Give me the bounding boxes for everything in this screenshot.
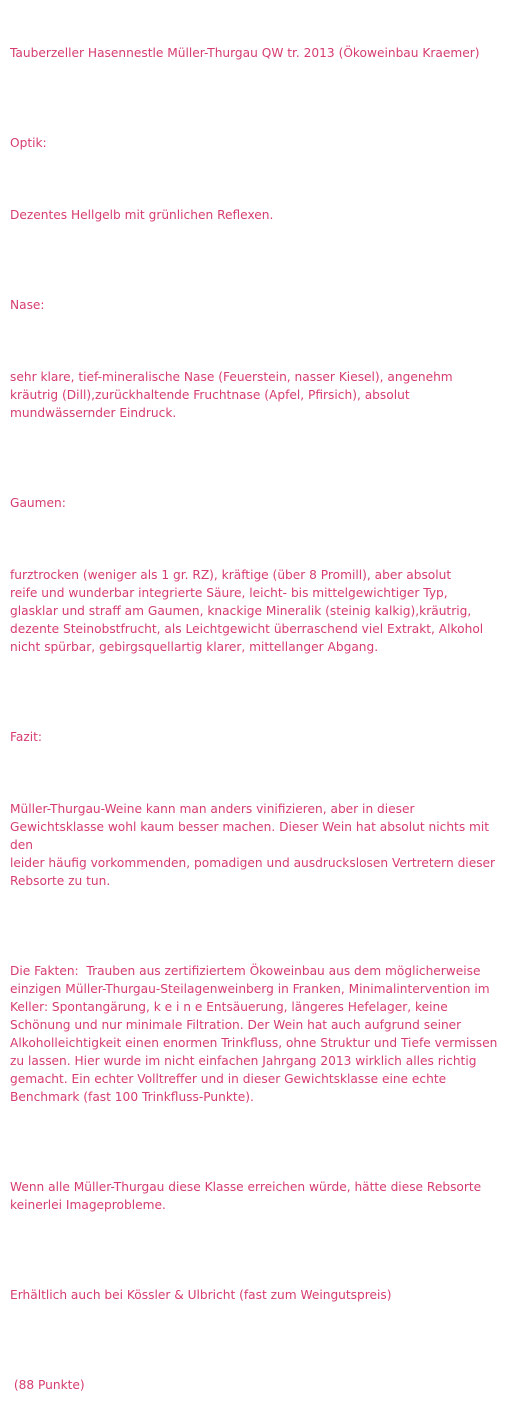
gaumen-line: reife und wunderbar integrierte Säure, leicht- bis mittelgewichtiger Typ, (10, 586, 448, 600)
fakten-line: Die Fakten: Trauben aus zertifiziertem Ökoweinbau aus dem möglicherweise (10, 964, 481, 978)
nase-line: kräutrig (Dill),zurückhaltende Fruchtnase (Apfel, Pfirsich), absolut (10, 388, 410, 402)
fakten-line: gemacht. Ein echter Volltreffer und in dieser Gewichtsklasse eine echte (10, 1072, 447, 1086)
review-title: Tauberzeller Hasennestle Müller-Thurgau QW tr. 2013 (Ökoweinbau Kraemer) (10, 46, 480, 60)
klasse-line: keinerlei Imageprobleme. (10, 1198, 166, 1212)
fakten-line: Benchmark (fast 100 Trinkfluss-Punkte). (10, 1090, 254, 1104)
optik-text: Dezentes Hellgelb mit grünlichen Reflexen. (10, 208, 274, 222)
fazit-line: leider häufig vorkommenden, pomadigen und ausdruckslosen Vertretern dieser (10, 856, 496, 870)
klasse-line: Wenn alle Müller-Thurgau diese Klasse erreichen würde, hätte diese Rebsorte (10, 1180, 482, 1194)
gaumen-line: glasklar und straff am Gaumen, knackige Mineralik (steinig kalkig),kräutrig, (10, 604, 472, 618)
fazit-heading: Fazit: (10, 730, 43, 744)
nase-line: sehr klare, tief-mineralische Nase (Feuerstein, nasser Kiesel), angenehm (10, 370, 453, 384)
availability-text: Erhältlich auch bei Kössler & Ulbricht (fast zum Weingutspreis) (10, 1288, 392, 1302)
gaumen-line: nicht spürbar, gebirgsquellartig klarer, mittellanger Abgang. (10, 640, 379, 654)
optik-heading: Optik: (10, 136, 47, 150)
nase-heading: Nase: (10, 298, 45, 312)
nase-paragraph (10, 368, 510, 422)
fazit-line: Müller-Thurgau-Weine kann man anders vinifizieren, aber in dieser (10, 802, 415, 816)
fakten-line: einzigen Müller-Thurgau-Steilagenweinberg in Franken, Minimalintervention im (10, 982, 490, 996)
gaumen-heading: Gaumen: (10, 496, 66, 510)
fakten-line: Schönung und nur minimale Filtration. Der Wein hat auch aufgrund seiner (10, 1018, 462, 1032)
fakten-line: Alkoholleichtigkeit einen enormen Trinkfluss, ohne Struktur und Tiefe vermissen (10, 1036, 498, 1050)
gaumen-line: furztrocken (weniger als 1 gr. RZ), kräftige (über 8 Promill), aber absolut (10, 568, 452, 582)
gaumen-paragraph (10, 566, 510, 656)
fakten-line: Keller: Spontangärung, k e i n e Entsäuerung, längeres Hefelager, keine (10, 1000, 448, 1014)
gaumen-line: dezente Steinobstfrucht, als Leichtgewicht überraschend viel Extrakt, Alkohol (10, 622, 484, 636)
klasse-paragraph (10, 1178, 510, 1214)
fazit-paragraph (10, 800, 510, 890)
fazit-line: Gewichtsklasse wohl kaum besser machen. Dieser Wein hat absolut nichts mit den (10, 820, 493, 852)
nase-line: mundwässernder Eindruck. (10, 406, 177, 420)
score-text: (88 Punkte) (10, 1378, 85, 1392)
wine-review-document (10, 8, 510, 1412)
fazit-line: Rebsorte zu tun. (10, 874, 111, 888)
fakten-line: zu lassen. Hier wurde im nicht einfachen Jahrgang 2013 wirklich alles richtig (10, 1054, 477, 1068)
fakten-paragraph (10, 962, 510, 1106)
